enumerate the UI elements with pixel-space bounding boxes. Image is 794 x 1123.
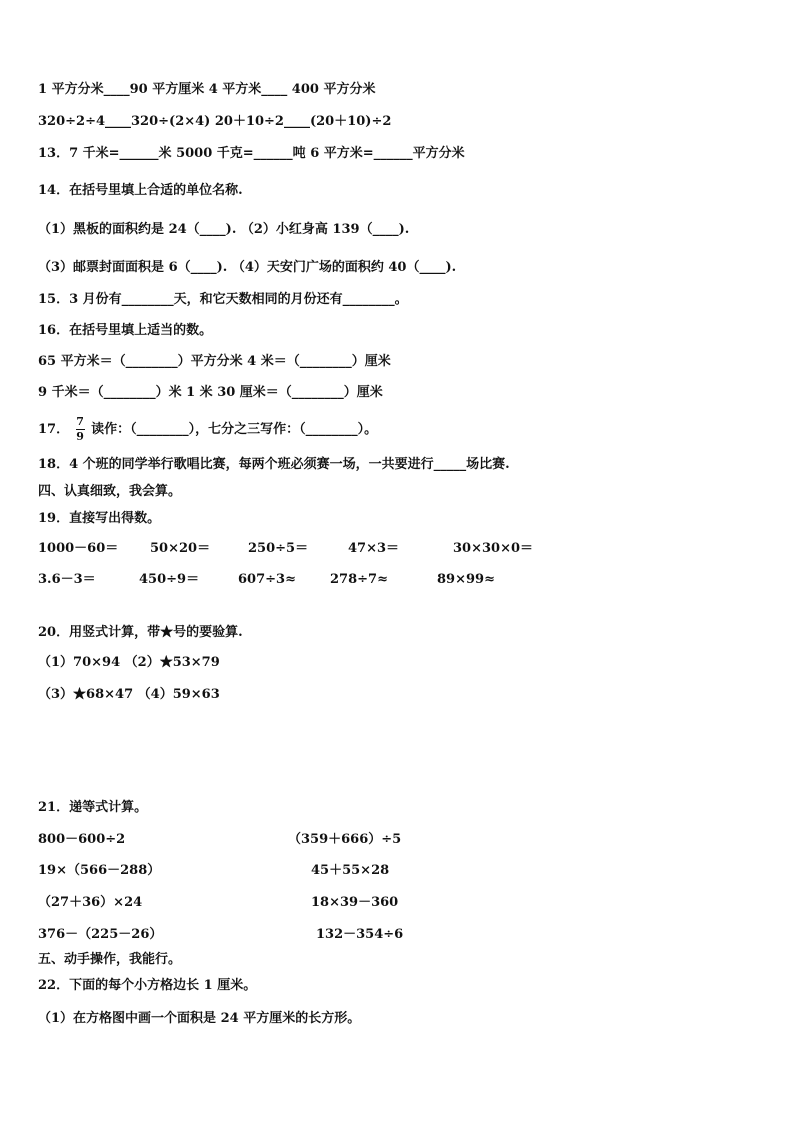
question-21-title: 21．递等式计算。 — [38, 800, 148, 815]
question-15: 15．3 月份有________天，和它天数相同的月份还有________。 — [38, 292, 408, 307]
question-17-number: 17． — [38, 422, 70, 437]
q21-item: 800－600÷2 — [38, 832, 126, 847]
question-22-title: 22．下面的每个小方格边长 1 厘米。 — [38, 978, 257, 993]
question-14-row-2: （3）邮票封面面积是 6（____). （4）天安门广场的面积约 40（____). — [38, 260, 457, 275]
q19-item: 89×99≈ — [437, 572, 495, 587]
q21-item: （359＋666）÷5 — [288, 832, 402, 847]
question-20-row-2: （3）★68×47 （4）59×63 — [38, 687, 220, 702]
q19-item: 450÷9＝ — [139, 572, 200, 587]
fraction — [76, 416, 85, 443]
compare-expression-line: 320÷2÷4____320÷(2×4) 20＋10÷2____(20＋10)÷2 — [38, 114, 392, 129]
q19-item: 30×30×0＝ — [453, 541, 534, 556]
section-5-heading: 五、动手操作，我能行。 — [38, 952, 182, 967]
question-14-title: 14．在括号里填上合适的单位名称. — [38, 183, 243, 198]
q19-item: 607÷3≈ — [238, 572, 296, 587]
q19-item: 278÷7≈ — [330, 572, 388, 587]
q19-item: 1000－60＝ — [38, 541, 119, 556]
question-16-row-2: 9 千米＝（________）米 1 米 30 厘米＝（________）厘米 — [38, 385, 383, 400]
q19-item: 50×20＝ — [150, 541, 211, 556]
question-18: 18．4 个班的同学举行歌唱比赛，每两个班必须赛一场，一共要进行_____场比赛. — [38, 457, 510, 472]
q19-item: 3.6－3＝ — [38, 572, 96, 587]
q21-item: （27＋36）×24 — [38, 895, 143, 910]
compare-area-line: 1 平方分米____90 平方厘米 4 平方米____ 400 平方分米 — [38, 82, 376, 97]
question-17 — [38, 416, 377, 443]
fraction-denominator: 9 — [76, 430, 84, 443]
question-17-text: 读作：（________），七分之三写作：（________）。 — [91, 422, 378, 437]
section-4-heading: 四、认真细致，我会算。 — [38, 484, 182, 499]
question-20-title: 20．用竖式计算，带★号的要验算. — [38, 625, 243, 640]
q21-item: 132－354÷6 — [316, 927, 404, 942]
fraction-numerator: 7 — [76, 415, 84, 428]
question-16-row-1: 65 平方米＝（________）平方分米 4 米＝（________）厘米 — [38, 354, 391, 369]
question-22-part-1: （1）在方格图中画一个面积是 24 平方厘米的长方形。 — [38, 1011, 361, 1026]
question-19-title: 19．直接写出得数。 — [38, 511, 161, 526]
q21-item: 376－（225－26） — [38, 927, 163, 942]
q21-item: 45＋55×28 — [311, 863, 390, 878]
q21-item: 18×39－360 — [311, 895, 399, 910]
question-16-title: 16．在括号里填上适当的数。 — [38, 323, 213, 338]
question-14-row-1: （1）黑板的面积约是 24（____). （2）小红身高 139（____). — [38, 222, 410, 237]
question-20-row-1: （1）70×94 （2）★53×79 — [38, 655, 220, 670]
question-13: 13．7 千米=______米 5000 千克=______吨 6 平方米=______平方分米 — [38, 146, 465, 161]
q21-item: 19×（566－288） — [38, 863, 161, 878]
q19-item: 250÷5＝ — [248, 541, 309, 556]
q19-item: 47×3＝ — [348, 541, 400, 556]
